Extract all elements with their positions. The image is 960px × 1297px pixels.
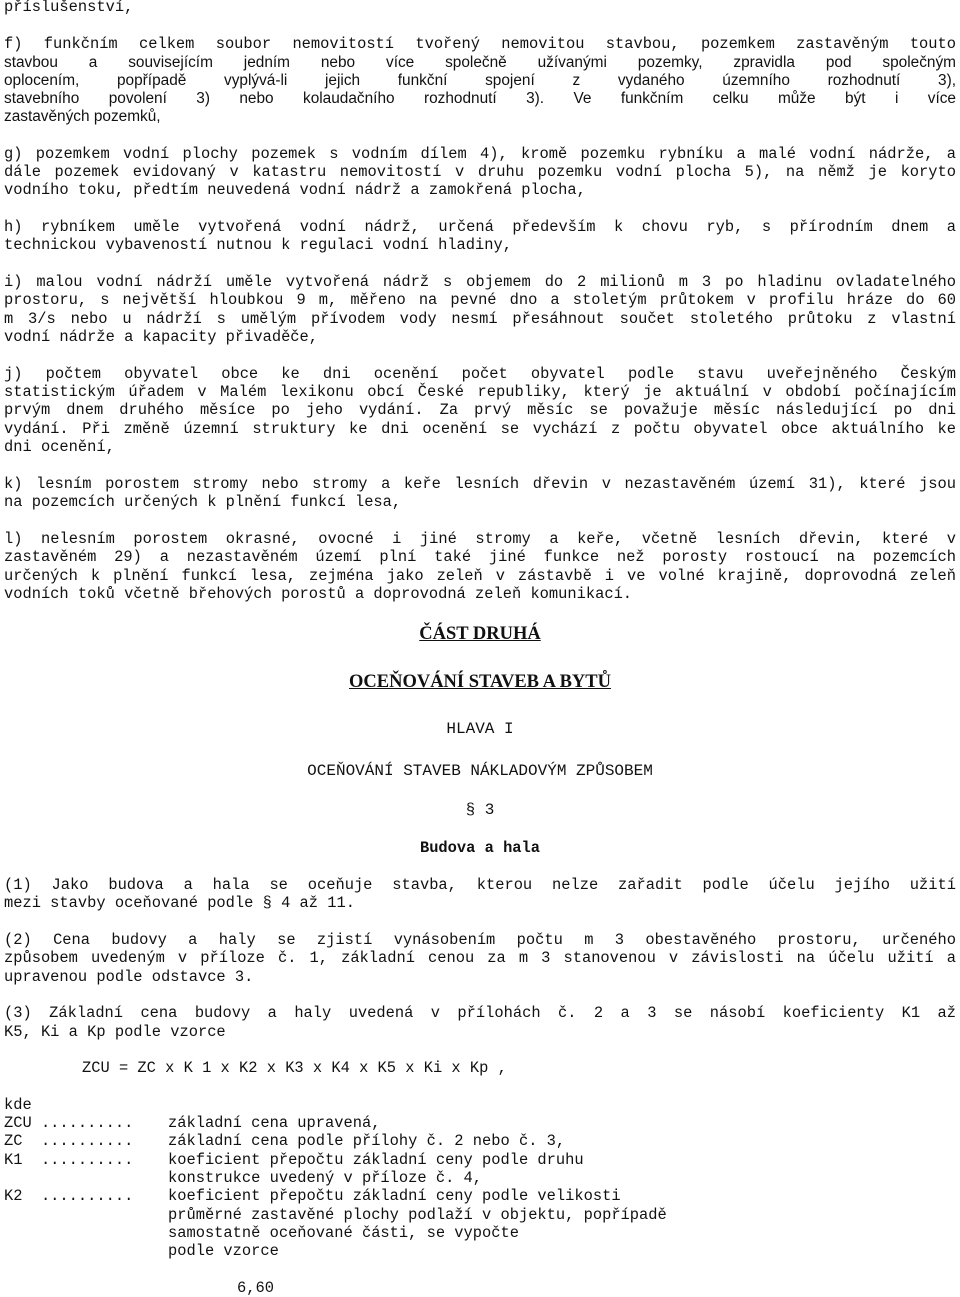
item-h-line: h) rybníkem uměle vytvořená vodní nádrž, určená především k chovu ryb, s přírodním dnem a: [4, 218, 956, 236]
item-l-line: l) nelesním porostem okrasné, ovocné i jiné stromy a keře, včetně lesních dřevin, které v: [4, 530, 956, 548]
item-i-line: i) malou vodní nádrží uměle vytvořená nádrž s objemem do 2 milionů m 3 po hladinu ovladatelného: [4, 273, 956, 291]
part-title: OCEŇOVÁNÍ STAVEB A BYTŮ: [349, 672, 611, 692]
formula: ZCU = ZC x K 1 x K2 x K3 x K4 x K5 x Ki x Kp ,: [82, 1059, 507, 1077]
item-g-line: dále pozemek evidovaný v katastru nemovitostí v druhu pozemku vodní plocha 5), na němž je koryto: [4, 163, 956, 181]
chapter-heading: HLAVA I: [446, 720, 514, 738]
definition-desc: základní cena podle přílohy č. 2 nebo č. 3,: [168, 1132, 566, 1150]
paragraph-line: upravenou podle odstavce 3.: [4, 968, 254, 986]
item-g-line: g) pozemkem vodní plochy pozemek s vodním dílem 4), kromě pozemku rybníku a malé vodní nádrže, a: [4, 145, 956, 163]
item-l-line: zastavěném 29) a nezastavěném území plní také jiné funkce než porosty rostoucí na pozemcích: [4, 548, 956, 566]
item-k-line: k) lesním porostem stromy nebo stromy a keře lesních dřevin v nezastavěném území 31), které jsou: [4, 475, 956, 493]
definition-desc: průměrné zastavěné plochy podlaží v objektu, popřípadě: [168, 1206, 667, 1224]
where-label: kde: [4, 1096, 32, 1114]
definition-desc: koeficient přepočtu základní ceny podle velikosti: [168, 1187, 621, 1205]
paragraph-line: K5, Ki a Kp podle vzorce: [4, 1023, 226, 1041]
definition-term: K2 ..........: [4, 1187, 134, 1205]
definition-desc: samostatně oceňované části, se vypočte: [168, 1224, 519, 1242]
item-f-line: stavebního povolení 3) nebo kolaudačního rozhodnutí 3). Ve funkčním celku může být i více: [4, 90, 956, 107]
item-g-line: vodního toku, předtím neuvedená vodní nádrž a zamokřená plocha,: [4, 181, 586, 199]
page-number: 6,60: [237, 1279, 274, 1297]
item-i-line: vodní nádrže a kapacity přivaděče,: [4, 328, 319, 346]
item-f-line: f) funkčním celkem soubor nemovitostí tvořený nemovitou stavbou, pozemkem zastavěným touto: [4, 35, 956, 53]
paragraph-line: (2) Cena budovy a haly se zjistí vynásobením počtu m 3 obestavěného prostoru, určeného: [4, 931, 956, 949]
top-fragment: příslušenství,: [4, 0, 134, 16]
paragraph-line: mezi stavby oceňované podle § 4 až 11.: [4, 894, 355, 912]
definition-desc: základní cena upravená,: [168, 1114, 381, 1132]
item-f-line: oplocením, popřípadě vyplývá-li jejich funkční spojení z vydaného územního rozhodnutí 3),: [4, 72, 956, 89]
chapter-title: OCEŇOVÁNÍ STAVEB NÁKLADOVÝM ZPŮSOBEM: [307, 762, 653, 780]
item-i-line: prostoru, s největší hloubkou 9 m, měřeno na pevné dno a stoletým průtokem v profilu hráze do 60: [4, 291, 956, 309]
item-f-line: zastavěných pozemků,: [4, 108, 161, 125]
item-j-line: dni ocenění,: [4, 438, 115, 456]
item-j-line: j) počtem obyvatel obce ke dni ocenění počet obyvatel podle stavu uveřejněného Českým: [4, 365, 956, 383]
section-title: Budova a hala: [419, 839, 541, 857]
item-l-line: vodních toků včetně břehových porostů a doprovodná zeleň komunikací.: [4, 585, 633, 603]
item-j-line: statistickým úřadem v Malém lexikonu obcí České republiky, který je aktuální v období počínajícím: [4, 383, 956, 401]
part-heading: ČÁST DRUHÁ: [419, 624, 541, 644]
item-k-line: na pozemcích určených k plnění funkcí lesa,: [4, 493, 402, 511]
item-i-line: m 3/s nebo u nádrží s umělým přívodem vody nesmí přesáhnout součet stoletého průtoku z vlastní: [4, 310, 956, 328]
item-j-line: prvým dnem druhého měsíce po jeho vydání. Za prvý měsíc se považuje měsíc následující po dni: [4, 401, 956, 419]
definition-term: ZC ..........: [4, 1132, 134, 1150]
definition-term: ZCU ..........: [4, 1114, 134, 1132]
paragraph-line: způsobem uvedeným v příloze č. 1, základní cenou za m 3 stanovenou v závislosti na účelu užití a: [4, 949, 956, 967]
item-h-line: technickou vybaveností nutnou k regulaci vodní hladiny,: [4, 236, 512, 254]
item-j-line: vydání. Při změně územní struktury ke dni ocenění se vychází z počtu obyvatel obce aktuálního ke: [4, 420, 956, 438]
definition-desc: podle vzorce: [168, 1242, 279, 1260]
item-f-line: stavbou a souvisejícím jedním nebo více společně užívanými pozemky, zpravidla pod společným: [4, 54, 956, 71]
section-number: § 3: [465, 801, 495, 819]
definition-term: K1 ..........: [4, 1151, 134, 1169]
paragraph-line: (3) Základní cena budovy a haly uvedená v přílohách č. 2 a 3 se násobí koeficienty K1 až: [4, 1004, 956, 1022]
definition-desc: koeficient přepočtu základní ceny podle druhu: [168, 1151, 584, 1169]
paragraph-line: (1) Jako budova a hala se oceňuje stavba, kterou nelze zařadit podle účelu jejího užití: [4, 876, 956, 894]
definition-desc: konstrukce uvedený v příloze č. 4,: [168, 1169, 483, 1187]
item-l-line: určených k plnění funkcí lesa, zejména jako zeleň v zástavbě i ve volné krajině, doprovodná zeleň: [4, 567, 956, 585]
